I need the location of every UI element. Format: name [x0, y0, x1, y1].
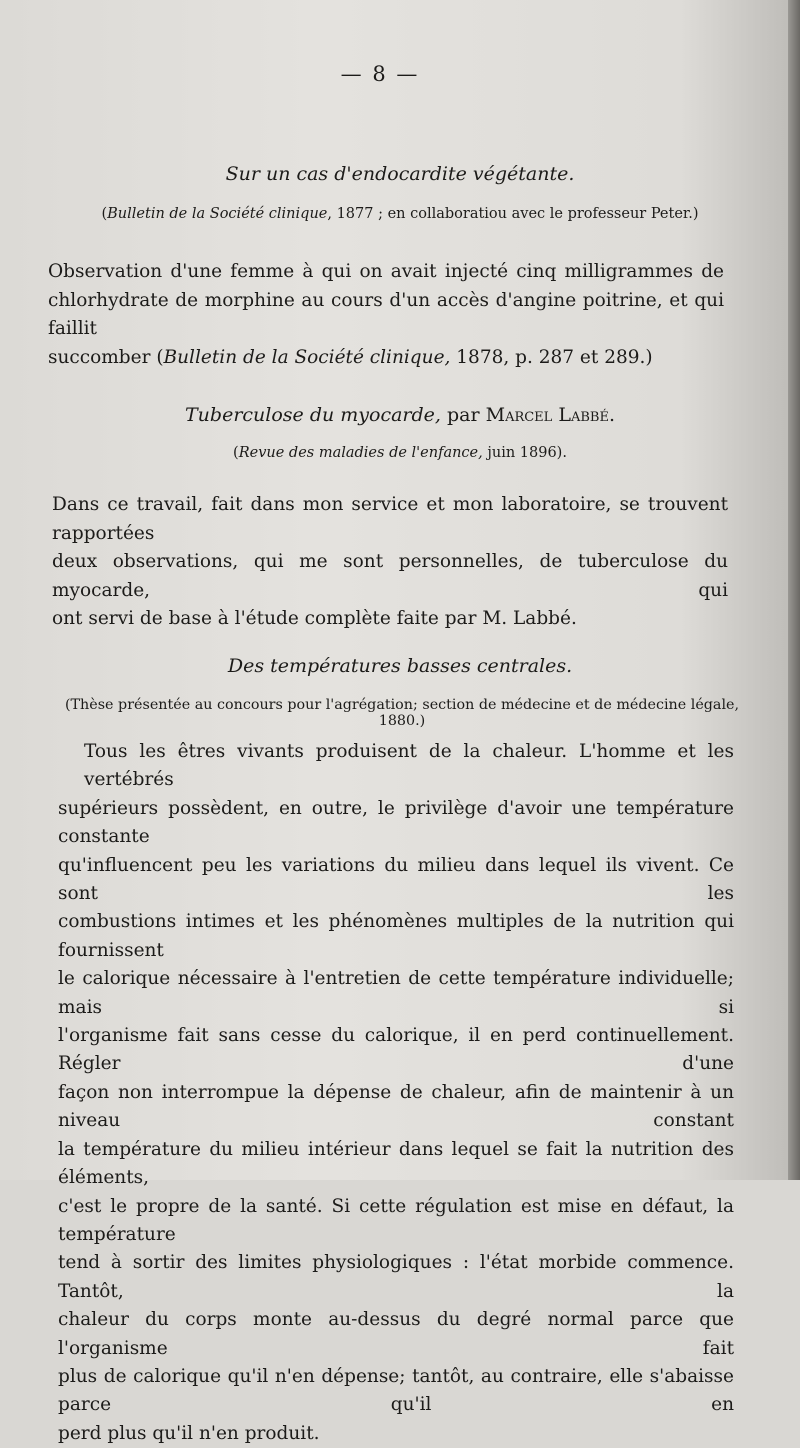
body-line: plus de calorique qu'il n'en dépense; tantôt, au contraire, elle s'abaisse parce qu'il en	[58, 1365, 734, 1416]
body-line: façon non interrompue la dépense de chaleur, afin de maintenir à un niveau constant	[58, 1081, 734, 1132]
body-line: supérieurs possèdent, en outre, le privilège d'avoir une température constante	[58, 797, 734, 848]
body-line: chaleur du corps monte au-dessus du degré normal parce que l'organisme fait	[58, 1309, 734, 1359]
body-line: deux observations, qui me sont personnelles, de tuberculose du myocarde, qui	[52, 551, 728, 601]
section1-body	[48, 258, 724, 372]
section2-reference: (Revue des maladies de l'enfance, juin 1896).	[233, 445, 567, 461]
body-line: Observation d'une femme à qui on avait injecté cinq milligrammes de	[48, 261, 724, 282]
section3-title: Des températures basses centrales.	[227, 655, 573, 677]
page-number: — 8 —	[340, 62, 420, 86]
page-edge-shadow	[788, 0, 800, 1180]
body-line: l'organisme fait sans cesse du calorique, il en perd continuellement. Régler d'une	[58, 1025, 734, 1075]
section2-body	[52, 491, 728, 634]
section3-reference: (Thèse présentée au concours pour l'agrégation; section de médecine et de médecine légale, 1880.)	[64, 697, 740, 729]
body-line: chlorhydrate de morphine au cours d'un accès d'angine poitrine, et qui faillit	[48, 289, 724, 340]
section1-title: Sur un cas d'endocardite végétante.	[225, 163, 575, 185]
section2-title: Tuberculose du myocarde, par Marcel Labbé.	[185, 404, 615, 426]
section3-body	[58, 738, 734, 1448]
body-line: la température du milieu intérieur dans lequel se fait la nutrition des éléments,	[58, 1138, 734, 1189]
body-line: tend à sortir des limites physiologiques : l'état morbide commence. Tantôt, la	[58, 1252, 734, 1302]
body-line: le calorique nécessaire à l'entretien de cette température individuelle; mais si	[58, 968, 734, 1018]
section1-reference: (Bulletin de la Société clinique, 1877 ; en collaboratiou avec le professeur Peter.)	[101, 206, 699, 222]
body-line: qu'influencent peu les variations du milieu dans lequel ils vivent. Ce sont les	[58, 854, 734, 905]
body-line: combustions intimes et les phénomènes multiples de la nutrition qui fournissent	[58, 911, 734, 961]
body-line: perd plus qu'il n'en produit.	[58, 1422, 320, 1444]
body-line: Dans ce travail, fait dans mon service et mon laboratoire, se trouvent rapportées	[52, 494, 728, 544]
body-line: ont servi de base à l'étude complète faite par M. Labbé.	[52, 608, 577, 630]
body-line: c'est le propre de la santé. Si cette régulation est mise en défaut, la température	[58, 1195, 734, 1245]
body-line-last: succomber (Bulletin de la Société clinique, 1878, p. 287 et 289.)	[48, 346, 653, 368]
body-line: Tous les êtres vivants produisent de la chaleur. L'homme et les vertébrés	[84, 741, 734, 791]
